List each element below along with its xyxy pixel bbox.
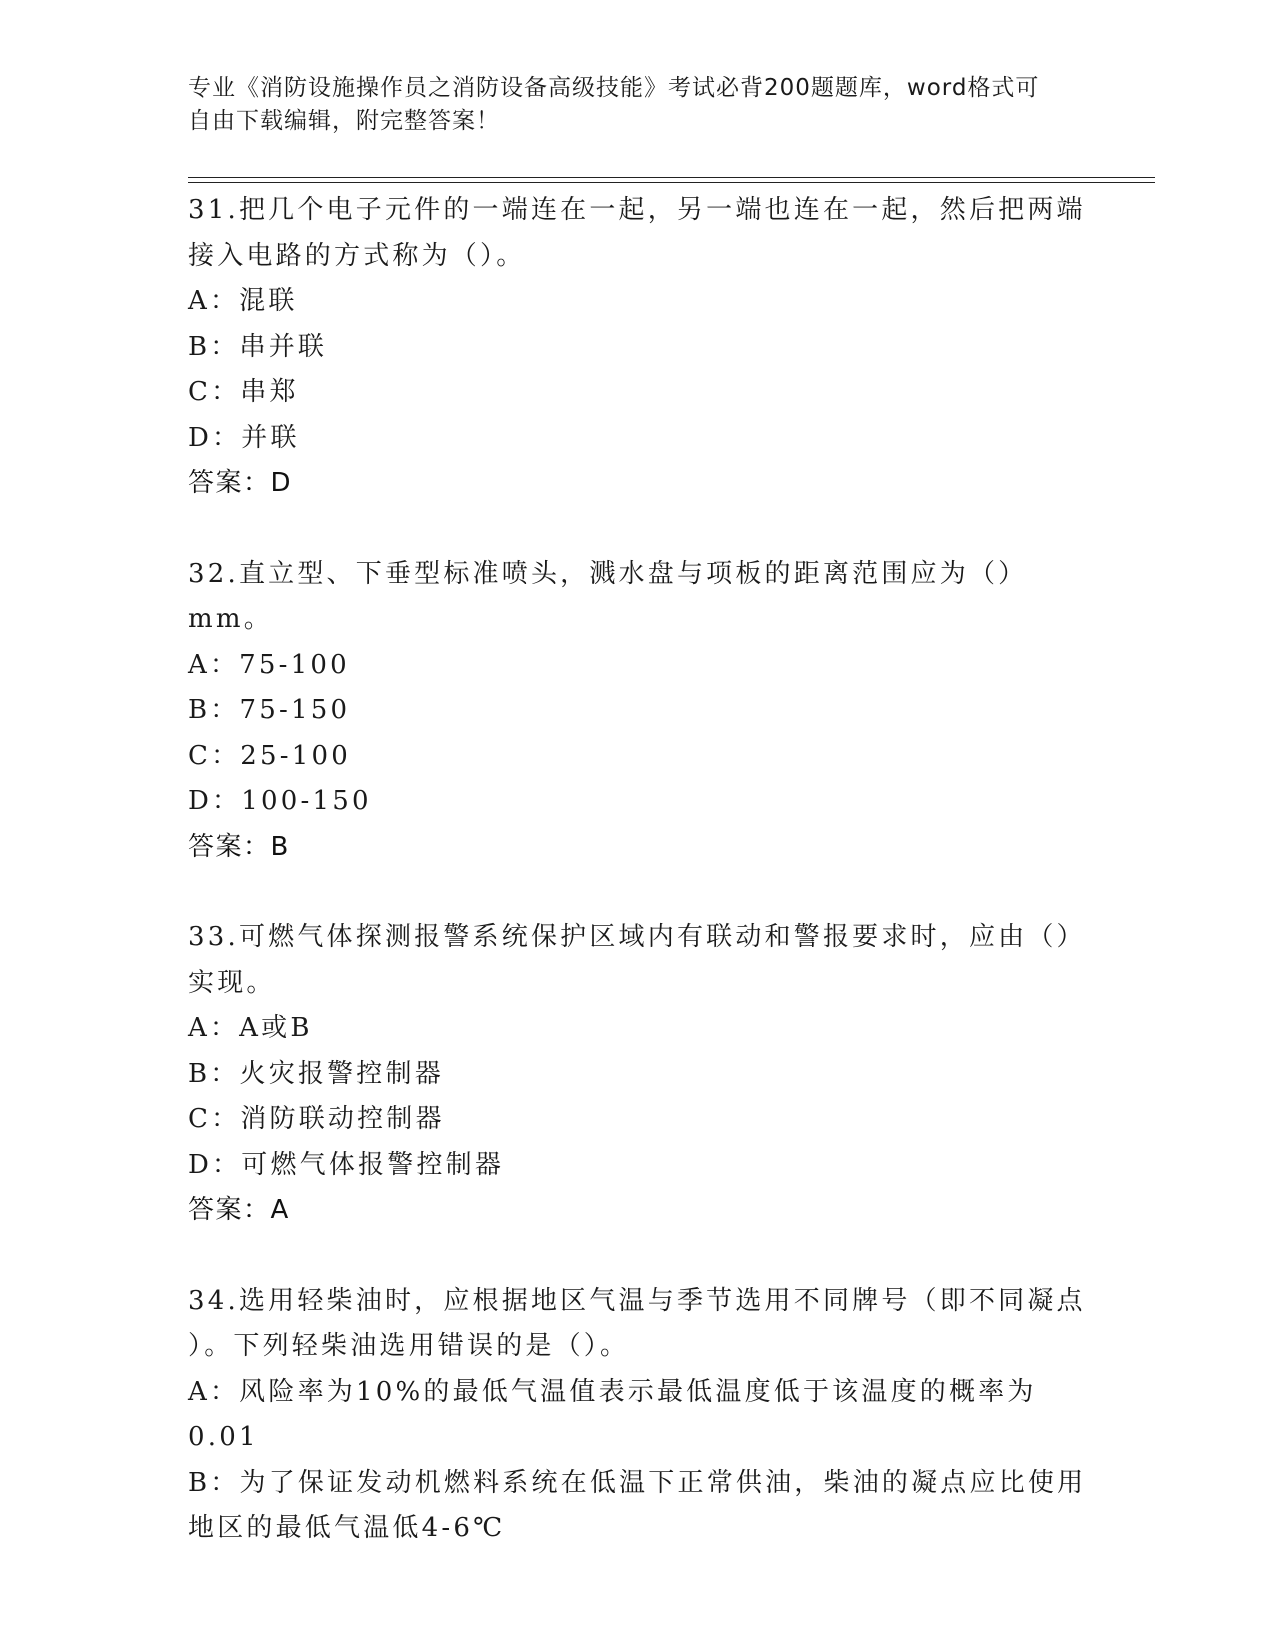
option-b-continued: 地区的最低气温低4-6℃ <box>188 1513 506 1543</box>
option-b: B：火灾报警控制器 <box>188 1058 444 1089</box>
option-d: D：可燃气体报警控制器 <box>188 1149 505 1180</box>
question-stem-line: 接入电路的方式称为（）。 <box>188 240 526 271</box>
option-a: A：风险率为10%的最低气温值表示最低温度低于该温度的概率为0.01 <box>188 1376 1037 1452</box>
document-page <box>188 0 1158 1650</box>
question-list <box>188 188 1088 1552</box>
option-list <box>188 643 1088 825</box>
option-b: B：为了保证发动机燃料系统在低温下正常供油，柴油的凝点应比使用 <box>188 1467 1087 1498</box>
option-b: B：串并联 <box>188 331 328 362</box>
header-line-1: 专业《消防设施操作员之消防设备高级技能》考试必背200题题库，word格式可 <box>188 75 1040 101</box>
answer-line: 答案：B <box>188 831 290 862</box>
option-d: D：并联 <box>188 422 300 453</box>
option-a: A：75-100 <box>188 649 350 680</box>
option-a: A：混联 <box>188 286 298 316</box>
question-stem-line: 31.把几个电子元件的一端连在一起，另一端也连在一起，然后把两端 <box>188 195 1086 225</box>
question-32 <box>188 552 1088 871</box>
option-list <box>188 279 1088 461</box>
option-b: B：75-150 <box>188 695 351 725</box>
option-c: C：消防联动控制器 <box>188 1104 445 1134</box>
question-34 <box>188 1279 1088 1552</box>
option-c: C：串郑 <box>188 377 299 407</box>
header-divider <box>188 177 1155 183</box>
question-stem-line: 34.选用轻柴油时，应根据地区气温与季节选用不同牌号（即不同凝点 <box>188 1285 1086 1316</box>
option-d: D：100-150 <box>188 786 372 816</box>
question-stem-line: 32.直立型、下垂型标准喷头，溅水盘与项板的距离范围应为（）mm。 <box>188 558 1028 634</box>
option-c: C：25-100 <box>188 740 351 771</box>
question-33 <box>188 915 1088 1234</box>
option-a: A：A或B <box>188 1013 313 1043</box>
answer-line: 答案：A <box>188 1195 290 1225</box>
question-stem-line: 实现。 <box>188 967 276 998</box>
question-stem-line: 33.可燃气体探测报警系统保护区域内有联动和警报要求时，应由（） <box>188 922 1086 952</box>
document-header <box>188 72 1088 138</box>
header-line-2: 自由下载编辑，附完整答案！ <box>188 108 500 134</box>
option-list <box>188 1006 1088 1188</box>
option-list <box>188 1370 1088 1552</box>
answer-line: 答案：D <box>188 468 293 498</box>
question-31 <box>188 188 1088 507</box>
question-stem-line: ）。下列轻柴油选用错误的是（）。 <box>188 1331 630 1361</box>
